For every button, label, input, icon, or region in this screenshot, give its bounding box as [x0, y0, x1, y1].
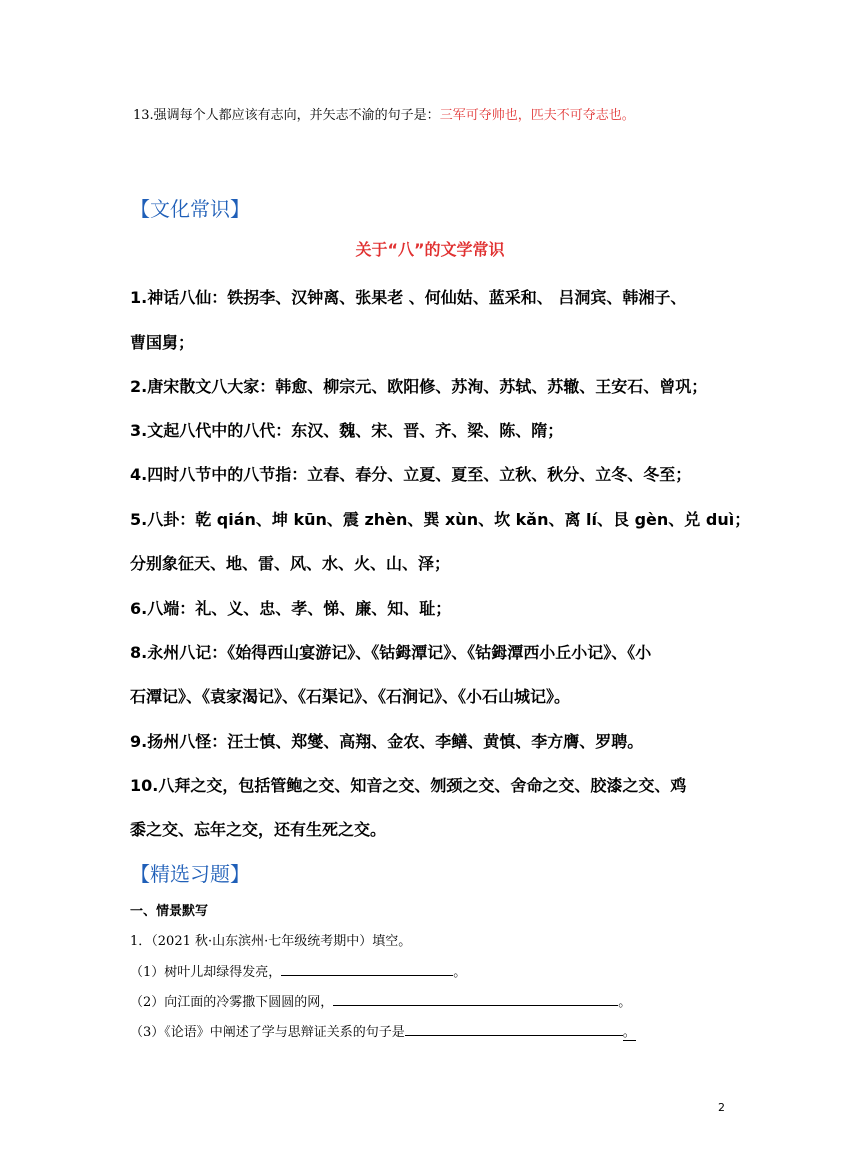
culture-item: 2.唐宋散文八大家：韩愈、柳宗元、欧阳修、苏洵、苏轼、苏辙、王安石、曾巩；: [130, 377, 708, 396]
culture-item: 4.四时八节中的八节指：立春、春分、立夏、夏至、立秋、秋分、立冬、冬至；: [130, 465, 692, 484]
answer-blank-1[interactable]: [281, 961, 453, 976]
exercise-question-2: [130, 991, 631, 1010]
question-1-end: 。: [453, 965, 467, 980]
culture-item: 3.文起八代中的八代：东汉、魏、宋、晋、齐、梁、陈、隋；: [130, 421, 564, 440]
question-1-text: （1）树叶儿却绿得发亮，: [130, 965, 282, 980]
section-exercises-heading: 【精选习题】: [130, 862, 250, 886]
exercise-stem: 1．（2021 秋·山东滨州·七年级统考期中）填空。: [130, 934, 412, 949]
culture-item: 石潭记》、《袁家渴记》、《石渠记》、《石涧记》、《小石山城记》。: [130, 687, 571, 706]
answer-blank-2[interactable]: [333, 991, 618, 1006]
exercise-question-1: [130, 961, 466, 980]
page-number: 2: [718, 1101, 725, 1114]
culture-item: 曹国舅；: [130, 333, 195, 352]
culture-item: 黍之交、忘年之交，还有生死之交。: [130, 820, 387, 839]
culture-item: 分别象征天、地、雷、风、水、火、山、泽；: [130, 554, 451, 573]
culture-item: 9.扬州八怪：汪士慎、郑燮、高翔、金农、李鳝、黄慎、李方膺、罗聘。: [130, 732, 644, 751]
question-13: [133, 104, 635, 123]
question-2-end: 。: [618, 995, 632, 1010]
culture-item: 8.永州八记：《始得西山宴游记》、《钴鉧潭记》、《钴鉧潭西小丘小记》、《小: [130, 643, 652, 662]
culture-item: 6.八端：礼、义、忠、孝、悌、廉、知、耻；: [130, 599, 452, 618]
question-3-end: 。: [622, 1025, 636, 1040]
question-13-prompt: 13.强调每个人都应该有志向，并矢志不渝的句子是：: [133, 108, 440, 123]
question-2-text: （2）向江面的冷雾撒下圆圆的网，: [130, 995, 334, 1010]
culture-item: 5.八卦：乾 qián、坤 kūn、震 zhèn、巽 xùn、坎 kǎn、离 lí、艮 gèn、兑 duì；: [130, 510, 751, 529]
exercise-question-3: [130, 1021, 636, 1040]
question-3-text: （3）《论语》中阐述了学与思辩证关系的句子是: [130, 1025, 405, 1040]
culture-subtitle: 关于“八”的文学常识: [355, 240, 505, 259]
culture-item: 10.八拜之交，包括管鲍之交、知音之交、刎颈之交、舍命之交、胶漆之交、鸡: [130, 776, 687, 795]
answer-blank-3[interactable]: [405, 1021, 623, 1036]
culture-item: 1.神话八仙：铁拐李、汉钟离、张果老 、何仙姑、蓝采和、 吕洞宾、韩湘子、: [130, 288, 687, 307]
question-13-answer: 三军可夺帅也，匹夫不可夺志也。: [439, 108, 635, 123]
part-heading: 一、情景默写: [130, 904, 209, 919]
section-culture-heading: 【文化常识】: [130, 197, 250, 221]
